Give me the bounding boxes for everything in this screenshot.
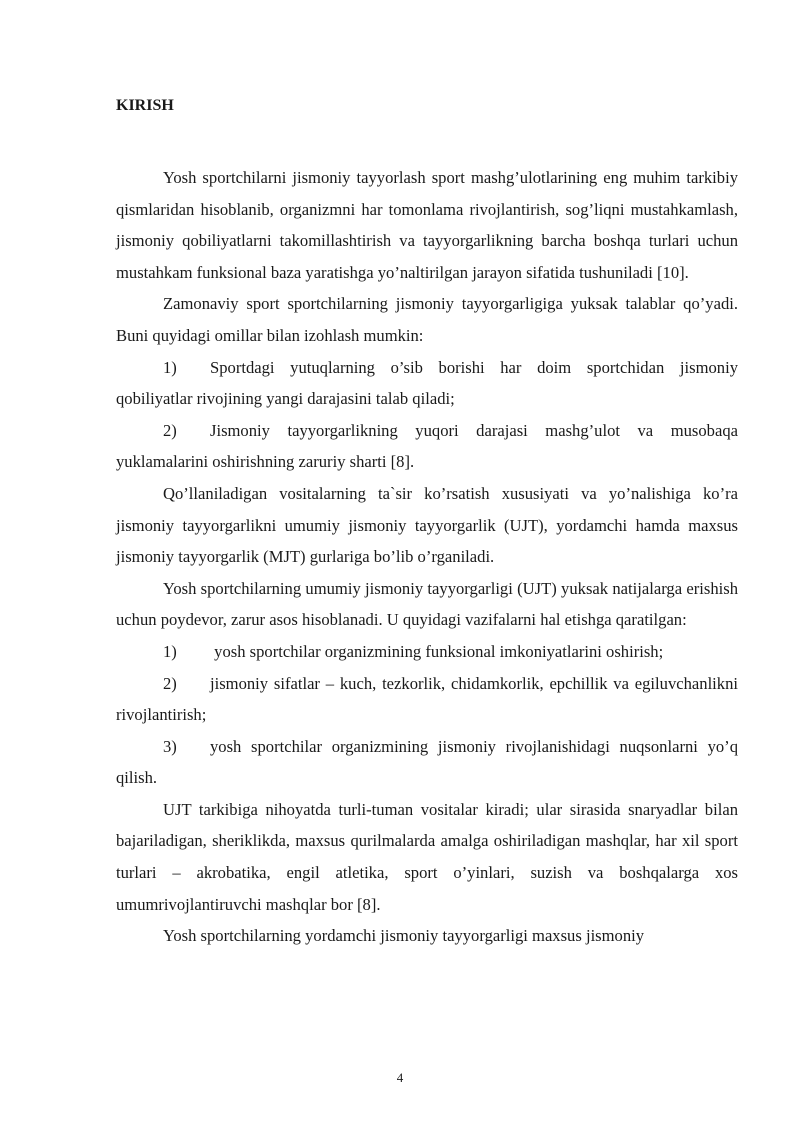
list-item-number: 2) xyxy=(163,420,177,440)
list-item-number: 1) xyxy=(163,641,177,661)
paragraph-auxiliary: Yosh sportchilarning yordamchi jismoniy tayyorgarligi maxsus jismoniy xyxy=(163,926,645,946)
list-item-text: Sportdagi yutuqlarning o’sib borishi har doim sportchidan jismoniy qobiliyatlar rivojining yangi darajasini talab qiladi; xyxy=(116,357,738,409)
list-item-number: 3) xyxy=(163,736,177,756)
paragraph-ujt: Yosh sportchilarning umumiy jismoniy tayyorgarligi (UJT) yuksak natijalarga erishish uchun poydevor, zarur asos hisoblanadi. U quyidagi vazifalarni hal etishga qaratilgan: xyxy=(116,578,738,630)
list-item-text: yosh sportchilar organizmining funksional imkoniyatlarini oshirish; xyxy=(210,641,664,661)
list-item xyxy=(116,668,738,731)
list-item xyxy=(116,731,738,794)
list-item xyxy=(116,636,738,668)
page-number: 4 xyxy=(396,1070,404,1085)
document-page xyxy=(116,96,738,952)
paragraph-requirements: Zamonaviy sport sportchilarning jismoniy tayyorgarligiga yuksak talablar qo’yadi. Buni quyidagi omillar bilan izohlash mumkin: xyxy=(116,294,738,345)
list-item-text: yosh sportchilar organizmining jismoniy rivojlanishidagi nuqsonlarni yo’q qilish. xyxy=(116,736,738,788)
paragraph-ujt-means: UJT tarkibiga nihoyatda turli-tuman vositalar kiradi; ular sirasida snaryadlar bilan bajariladigan, sheriklikda, maxsus qurilmalarda amalga oshiriladigan mashqlar, har xil sport turlari – akrobatika, engil atletika, sport o’yinlari, suzish va boshqalarga xos umumrivojlantiruvchi mashqlar bor [8]. xyxy=(116,799,738,914)
paragraph-classification: Qo’llaniladigan vositalarning ta`sir ko’rsatish xususiyati va yo’nalishiga ko’ra jismoniy tayyorgarlikni umumiy jismoniy tayyorgarlik (UJT), yordamchi hamda maxsus jismoniy tayyorgarlik (MJT) gurlariga bo’lib o’rganiladi. xyxy=(116,483,738,567)
list-item xyxy=(116,415,738,478)
list-item-number: 1) xyxy=(163,357,177,377)
paragraph-intro: Yosh sportchilarni jismoniy tayyorlash sport mashg’ulotlarining eng muhim tarkibiy qismlaridan hisoblanib, organizmni har tomonlama rivojlantirish, sog’liqni mustahkamlash, jismoniy qobiliyatlarni takomillashtirish va tayyorgarlikning barcha boshqa turlari uchun mustahkam funksional baza yaratishga yo’naltirilgan jarayon sifatida tushuniladi [10]. xyxy=(116,168,738,282)
list-item xyxy=(116,352,738,415)
section-heading: KIRISH xyxy=(116,97,174,114)
list-item-text: Jismoniy tayyorgarlikning yuqori darajasi mashg’ulot va musobaqa yuklamalarini oshirishning zaruriy sharti [8]. xyxy=(116,420,738,472)
list-item-number: 2) xyxy=(163,673,177,693)
list-item-text: jismoniy sifatlar – kuch, tezkorlik, chidamkorlik, epchillik va egiluvchanlikni rivojlantirish; xyxy=(116,673,738,725)
